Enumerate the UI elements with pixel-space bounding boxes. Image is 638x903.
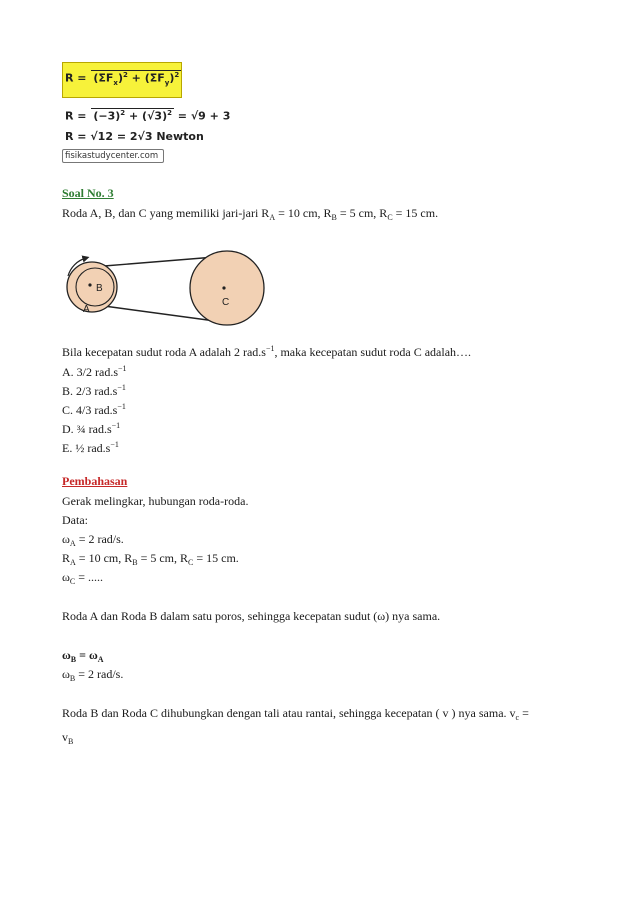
- formula-line-3: R = √12 = 2√3 Newton: [65, 130, 204, 143]
- option-d: D. ¾ $rad.s^{-1}$: [62, 421, 121, 436]
- wheel-c-center: [222, 286, 225, 289]
- option-b: B. 2/3 $rad.s^{-1}$: [62, 383, 126, 398]
- omega-b-value: $\omega_B = 2$ rad/s.: [62, 667, 124, 683]
- option-e: E. ½ $rad.s^{-1}$: [62, 440, 119, 455]
- question-text: Bila kecepatan sudut roda A adalah 2 $rad.s^{-1}$, maka kecepatan sudut roda C adalah….: [62, 344, 472, 359]
- pulley-diagram: [62, 250, 272, 330]
- sentence-same-axis: Roda A dan Roda B dalam satu poros, sehingga kecepatan sudut (ω) nya sama.: [62, 609, 441, 623]
- option-a: A. 3/2 $rad.s^{-1}$: [62, 364, 127, 379]
- sentence-belt-connection: Roda B dan Roda C dihubungkan dengan tali atau rantai, sehingga kecepatan ( v ) nya sama. $v_c$ =: [62, 706, 529, 722]
- soal-heading: Soal No. 3: [62, 186, 114, 200]
- soal-statement: Roda A, B, dan C yang memiliki jari-jari $R_A = 10$ cm, $R_B = 5$ cm, $R_C = 15$ cm.: [62, 206, 439, 222]
- vb-continuation: $v_B$: [62, 730, 74, 746]
- data-label: Data:: [62, 513, 88, 527]
- resultant-formula-image: [62, 62, 242, 166]
- formula-line-2: $R = (-3)^2 + (√3)^2 = √9 + 3$: [65, 109, 231, 123]
- label-a: A: [83, 304, 90, 315]
- watermark-label: fisikastudycenter.com: [62, 149, 164, 163]
- pembahasan-intro: Gerak melingkar, hubungan roda-roda.: [62, 494, 249, 508]
- omega-c-unknown: $\omega_C$ = .....: [62, 570, 104, 586]
- label-b: B: [96, 283, 103, 294]
- formula-line-1: $R = (\Sigma F_x)^2 + (\Sigma F_y)^2$: [65, 71, 180, 87]
- wheel-b: [76, 268, 114, 306]
- wheel-b-center: [88, 283, 91, 286]
- omega-a-value: $\omega_A = 2$ rad/s.: [62, 532, 124, 548]
- label-c: C: [222, 297, 230, 308]
- radii-values: $R_A = 10$ cm, $R_B = 5$ cm, $R_C = 15$ cm.: [62, 551, 239, 567]
- wheel-c: [190, 251, 264, 325]
- pembahasan-heading: Pembahasan: [62, 474, 128, 488]
- equation-omega-b-equals-omega-a: $\omega_B = \omega_A$: [62, 648, 104, 664]
- option-c: C. 4/3 $rad.s^{-1}$: [62, 402, 126, 417]
